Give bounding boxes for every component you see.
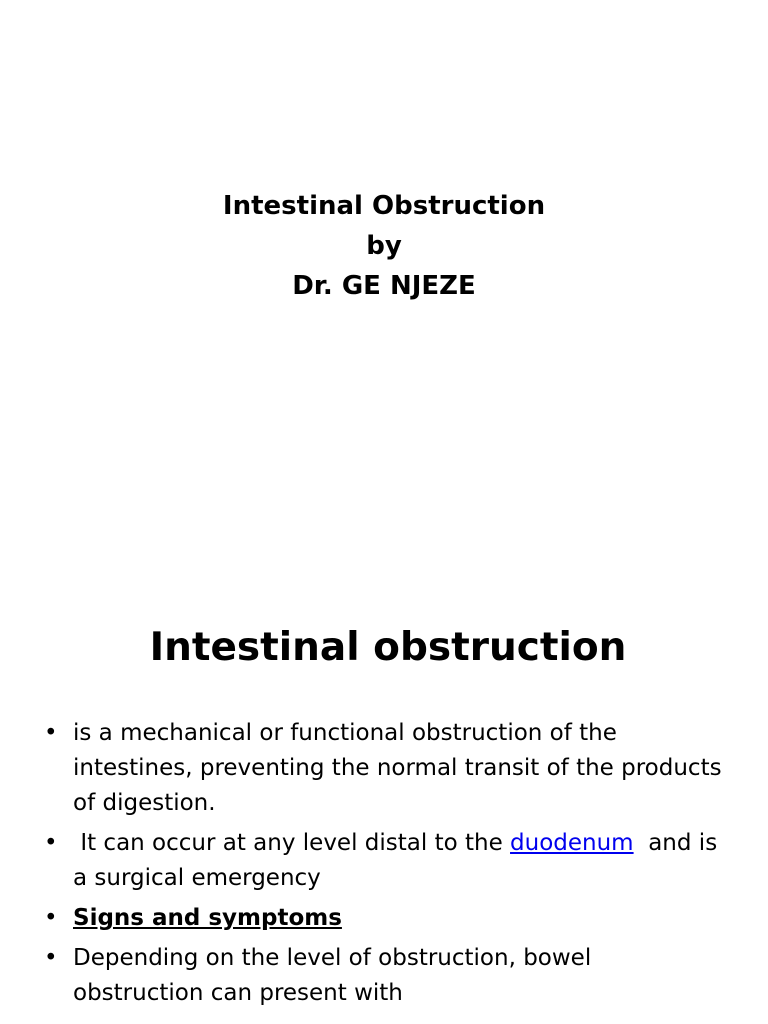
title-block — [0, 186, 768, 306]
bullet-item-location — [0, 826, 768, 896]
bullet-text-before-link: It can occur at any level distal to the — [73, 830, 511, 856]
content-slide — [0, 576, 768, 1024]
title-by: by — [366, 231, 402, 261]
bullet-item-definition — [0, 716, 768, 821]
bullet-icon: • — [44, 945, 58, 971]
bullet-icon: • — [44, 905, 58, 931]
bullet-item-signs-heading — [0, 901, 768, 936]
bullet-text-after-link: and is a surgical emergency — [73, 830, 725, 891]
duodenum-link[interactable]: duodenum — [510, 830, 634, 856]
signs-symptoms-heading: Signs and symptoms — [73, 905, 342, 931]
slide-heading: Intestinal obstruction — [149, 625, 627, 670]
bullet-list — [0, 716, 768, 1016]
bullet-text: is a mechanical or functional obstruction of the intestines, preventing the normal transit of the products of digestion. — [73, 720, 722, 816]
bullet-text: Depending on the level of obstruction, bowel obstruction can present with — [73, 945, 592, 1006]
presentation-title: Intestinal Obstruction — [222, 191, 546, 221]
bullet-icon: • — [44, 720, 58, 746]
presenter-name: Dr. GE NJEZE — [292, 271, 476, 301]
bullet-icon: • — [44, 830, 58, 856]
bullet-item-presentation — [0, 941, 768, 1011]
